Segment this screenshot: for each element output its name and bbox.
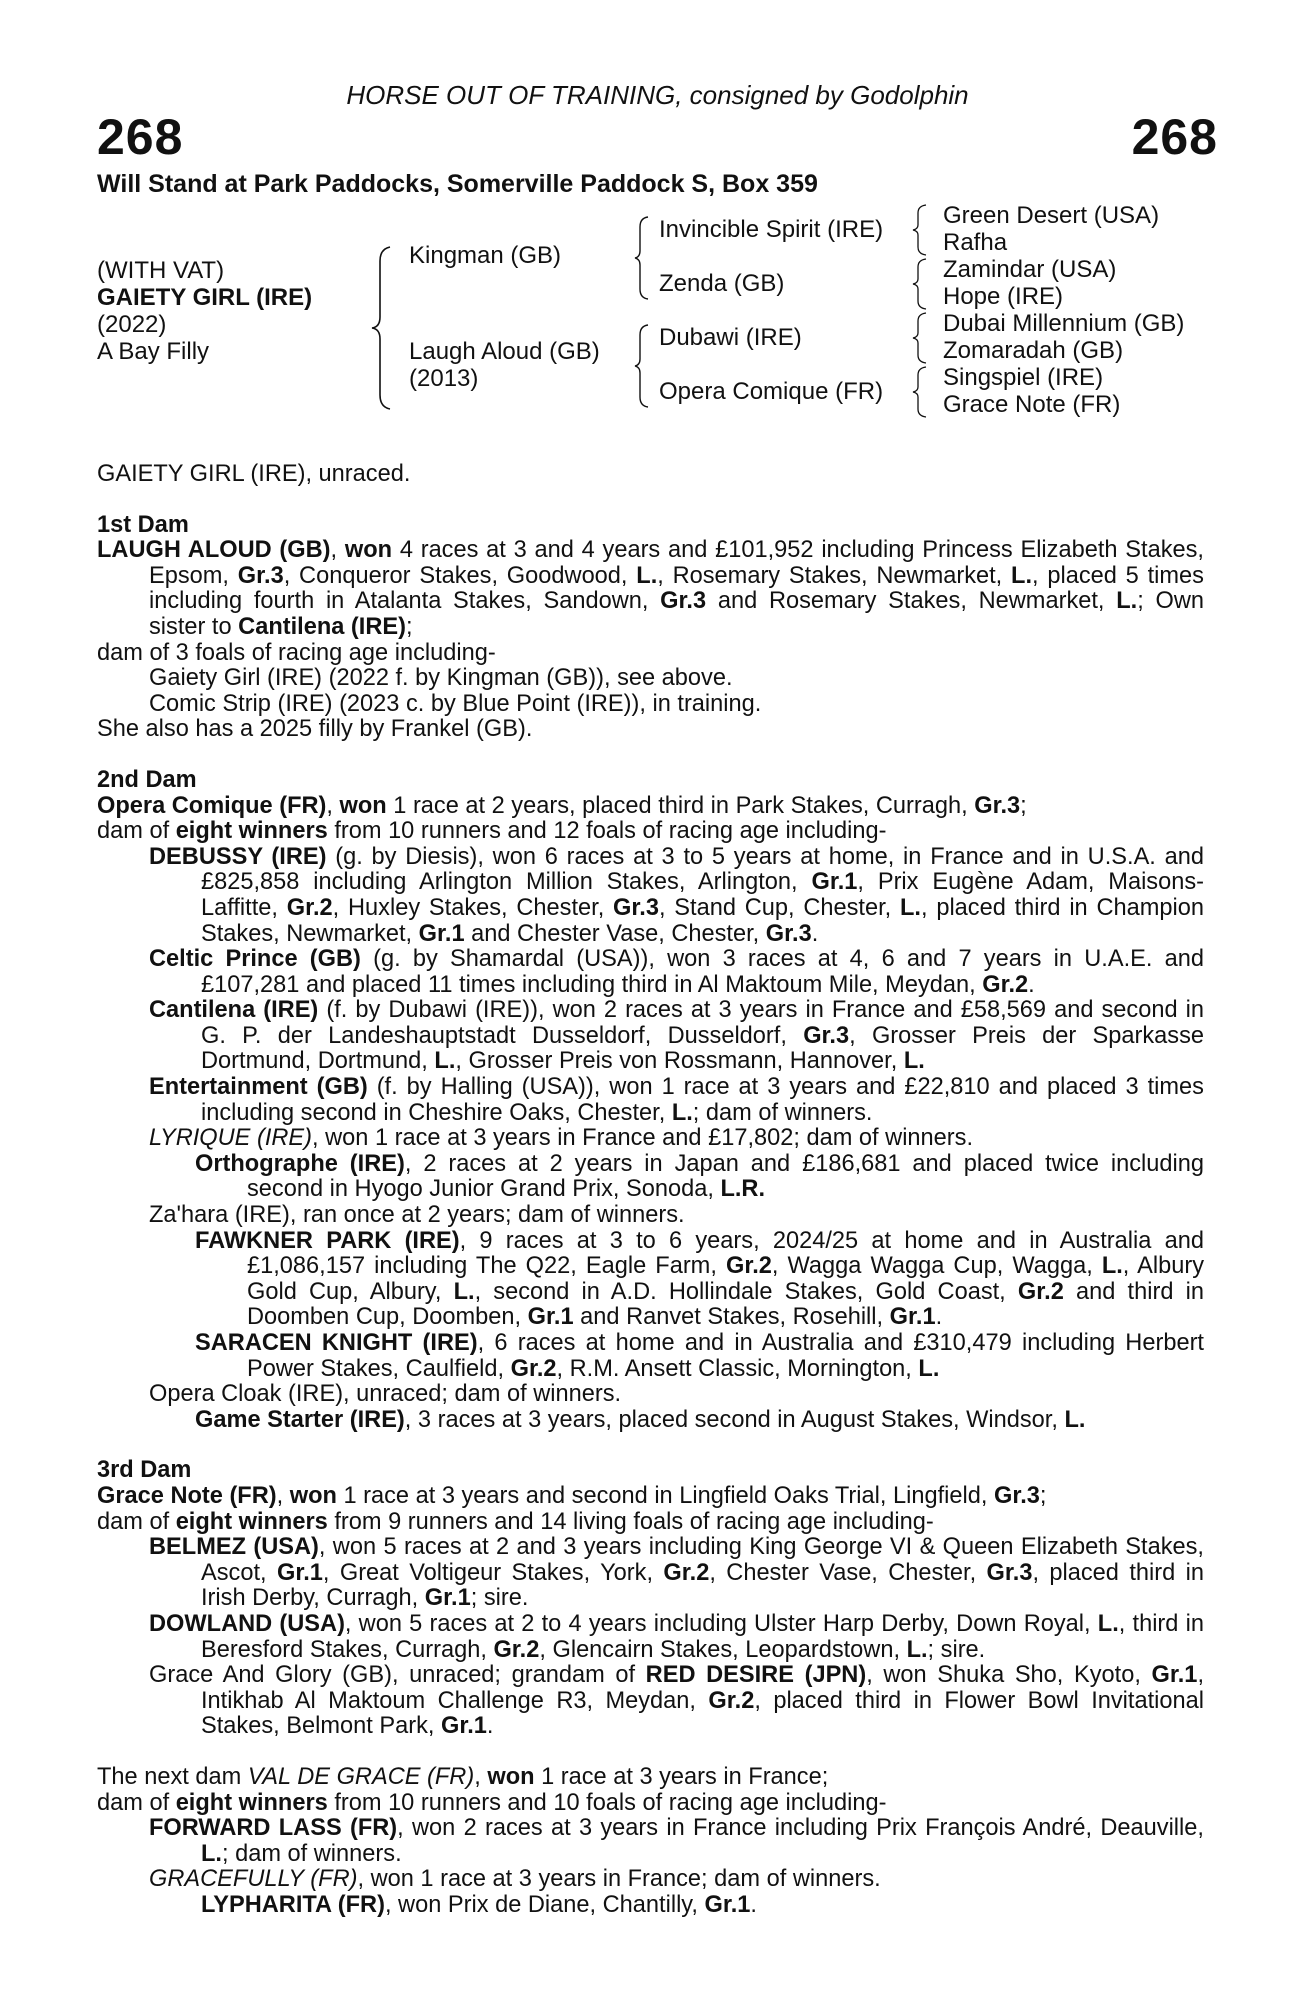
sire: Kingman (GB) xyxy=(409,242,562,269)
dam-sire: Dubawi (IRE) xyxy=(659,324,802,351)
grandparent-2: Rafha xyxy=(943,229,1008,256)
dam3-record: Grace Note (FR), won 1 race at 3 years and second in Lingfield Oaks Trial, Lingfield, Gr.3; xyxy=(97,1482,1047,1509)
dam2-record: Opera Comique (FR), won 1 race at 2 years, placed third in Park Stakes, Curragh, Gr.3; xyxy=(97,792,1027,819)
intro-line: GAIETY GIRL (IRE), unraced. xyxy=(97,461,411,487)
dam1-foals-line: dam of 3 foals of racing age including- xyxy=(97,639,496,666)
dam-brace xyxy=(632,323,654,409)
grandoffspring-orthographe: Orthographe (IRE), 2 races at 2 years in Japan and £186,681 and placed twice including second in Hyogo Junior Grand Prix, Sonoda, L.R. xyxy=(195,1150,1204,1203)
dam2-offspring-debussy: DEBUSSY (IRE) (g. by Diesis), won 6 races at 3 to 5 years at home, in France and in U.S.A. and £825,858 including Arlington Million Stakes, Arlington, Gr.1, Prix Eugène Adam, Maisons-Laffitte, Gr.2, Huxley Stakes, Chester, Gr.3, Stand Cup, Chester, L., placed third in Champion Stakes, Newmarket, Gr.1 and Chester Vase, Chester, Gr.3. xyxy=(149,843,1205,947)
dam3-offspring-dowland: DOWLAND (USA), won 5 races at 2 to 4 years including Ulster Harp Derby, Down Royal, L., third in Beresford Stakes, Curragh, Gr.2, Glencairn Stakes, Leopardstown, L.; sire. xyxy=(149,1610,1204,1663)
grandparent-8: Grace Note (FR) xyxy=(943,391,1121,418)
dam-dam: Opera Comique (FR) xyxy=(659,378,884,405)
g-brace-1 xyxy=(911,203,933,257)
grandoffspring-game-starter: Game Starter (IRE), 3 races at 3 years, placed second in August Stakes, Windsor, L. xyxy=(195,1406,1086,1433)
catalogue-header: HORSE OUT OF TRAINING, consigned by Godolphin xyxy=(346,80,969,110)
dam1-also: She also has a 2025 filly by Frankel (GB). xyxy=(97,716,533,743)
catalogue-body xyxy=(97,462,1204,1918)
dam3-offspring-belmez: BELMEZ (USA), won 5 races at 2 and 3 years including King George VI & Queen Elizabeth Stakes, Ascot, Gr.1, Great Voltigeur Stakes, York, Gr.2, Chester Vase, Chester, Gr.3, placed third in Irish Derby, Curragh, Gr.1; sire. xyxy=(149,1534,1204,1612)
grandparent-3: Zamindar (USA) xyxy=(943,256,1117,283)
dam2-produce-line: dam of eight winners from 10 runners and 12 foals of racing age including- xyxy=(97,818,887,845)
grandparent-7: Singspiel (IRE) xyxy=(943,364,1104,391)
sire-sire: Invincible Spirit (IRE) xyxy=(659,216,884,243)
grandoffspring-saracen-knight: SARACEN KNIGHT (IRE), 6 races at home and in Australia and £310,479 including Herbert Power Stakes, Caulfield, Gr.2, R.M. Ansett Classic, Mornington, L. xyxy=(195,1330,1204,1382)
horse-description: A Bay Filly xyxy=(97,338,210,365)
horse-name: GAIETY GIRL (IRE) xyxy=(97,284,313,311)
next-dam-record: The next dam VAL DE GRACE (FR), won 1 race at 3 years in France; xyxy=(97,1763,829,1790)
dam3-heading: 3rd Dam xyxy=(97,1457,192,1484)
dam1-heading: 1st Dam xyxy=(97,511,189,538)
dam-year: (2013) xyxy=(409,365,479,392)
next-dam-offspring-forward-lass: FORWARD LASS (FR), won 2 races at 3 years in France including Prix François André, Deauville, L.; dam of winners. xyxy=(149,1815,1204,1867)
g-brace-3 xyxy=(911,311,933,365)
lot-number-right: 268 xyxy=(1131,109,1218,165)
dam: Laugh Aloud (GB) xyxy=(409,338,600,365)
vat-note: (WITH VAT) xyxy=(97,257,225,284)
sire-brace xyxy=(632,215,654,301)
dam1-record: LAUGH ALOUD (GB), won 4 races at 3 and 4 years and £101,952 including Princess Elizabeth Stakes, Epsom, Gr.3, Conqueror Stakes, Goodwood, L., Rosemary Stakes, Newmarket, L., placed 5 times including fourth in Atalanta Stakes, Sandown, Gr.3 and Rosemary Stakes, Newmarket, L.; Own sister to Cantilena (IRE); xyxy=(97,537,1204,640)
dam2-offspring-zahara: Za'hara (IRE), ran once at 2 years; dam of winners. xyxy=(149,1202,685,1229)
dam2-heading: 2nd Dam xyxy=(97,766,197,793)
g-brace-2 xyxy=(911,257,933,311)
dam2-offspring-opera-cloak: Opera Cloak (IRE), unraced; dam of winners. xyxy=(149,1381,622,1408)
grandparent-6: Zomaradah (GB) xyxy=(943,337,1124,364)
next-dam-offspring-gracefully: GRACEFULLY (FR), won 1 race at 3 years in France; dam of winners. xyxy=(149,1866,881,1893)
grandparent-5: Dubai Millennium (GB) xyxy=(943,310,1185,337)
pedigree-brace-main xyxy=(368,245,398,411)
sire-dam: Zenda (GB) xyxy=(659,270,785,297)
dam2-offspring-lyrique: LYRIQUE (IRE), won 1 race at 3 years in France and £17,802; dam of winners. xyxy=(149,1125,974,1152)
next-dam-produce-line: dam of eight winners from 10 runners and 10 foals of racing age including- xyxy=(97,1789,887,1816)
grandparent-4: Hope (IRE) xyxy=(943,283,1064,310)
dam1-foal-1: Gaiety Girl (IRE) (2022 f. by Kingman (GB)), see above. xyxy=(149,665,733,692)
dam2-offspring-celtic-prince: Celtic Prince (GB) (g. by Shamardal (USA)), won 3 races at 4, 6 and 7 years in U.A.E. and £107,281 and placed 11 times including third in Al Maktoum Mile, Meydan, Gr.2. xyxy=(149,946,1204,998)
dam2-offspring-entertainment: Entertainment (GB) (f. by Halling (USA)), won 1 race at 3 years and £22,810 and placed 3 times including second in Cheshire Oaks, Chester, L.; dam of winners. xyxy=(149,1074,1204,1126)
dam3-produce-line: dam of eight winners from 9 runners and 14 living foals of racing age including- xyxy=(97,1508,934,1535)
dam2-offspring-cantilena: Cantilena (IRE) (f. by Dubawi (IRE)), won 2 races at 3 years in France and £58,569 and second in G. P. der Landeshauptstadt Dusseldorf, Dusseldorf, Gr.3, Grosser Preis der Sparkasse Dortmund, Dortmund, L., Grosser Preis von Rossmann, Hannover, L. xyxy=(149,997,1205,1075)
grandoffspring-lypharita: LYPHARITA (FR), won Prix de Diane, Chantilly, Gr.1. xyxy=(201,1891,757,1918)
grandparent-1: Green Desert (USA) xyxy=(943,202,1160,229)
grandoffspring-fawkner-park: FAWKNER PARK (IRE), 9 races at 3 to 6 years, 2024/25 at home and in Australia and £1,086,157 including The Q22, Eagle Farm, Gr.2, Wagga Wagga Cup, Wagga, L., Albury Gold Cup, Albury, L., second in A.D. Hollindale Stakes, Gold Coast, Gr.2 and third in Doomben Cup, Doomben, Gr.1 and Ranvet Stakes, Rosehill, Gr.1. xyxy=(195,1227,1204,1331)
horse-year: (2022) xyxy=(97,311,167,338)
stabling-location: Will Stand at Park Paddocks, Somerville Paddock S, Box 359 xyxy=(97,170,818,198)
lot-number-left: 268 xyxy=(97,109,184,165)
g-brace-4 xyxy=(911,365,933,419)
dam3-offspring-grace-and-glory: Grace And Glory (GB), unraced; grandam of RED DESIRE (JPN), won Shuka Sho, Kyoto, Gr.1, Intikhab Al Maktoum Challenge R3, Meydan, Gr.2, placed third in Flower Bowl Invitational Stakes, Belmont Park, Gr.1. xyxy=(149,1662,1204,1740)
dam1-foal-2: Comic Strip (IRE) (2023 c. by Blue Point (IRE)), in training. xyxy=(149,690,762,717)
